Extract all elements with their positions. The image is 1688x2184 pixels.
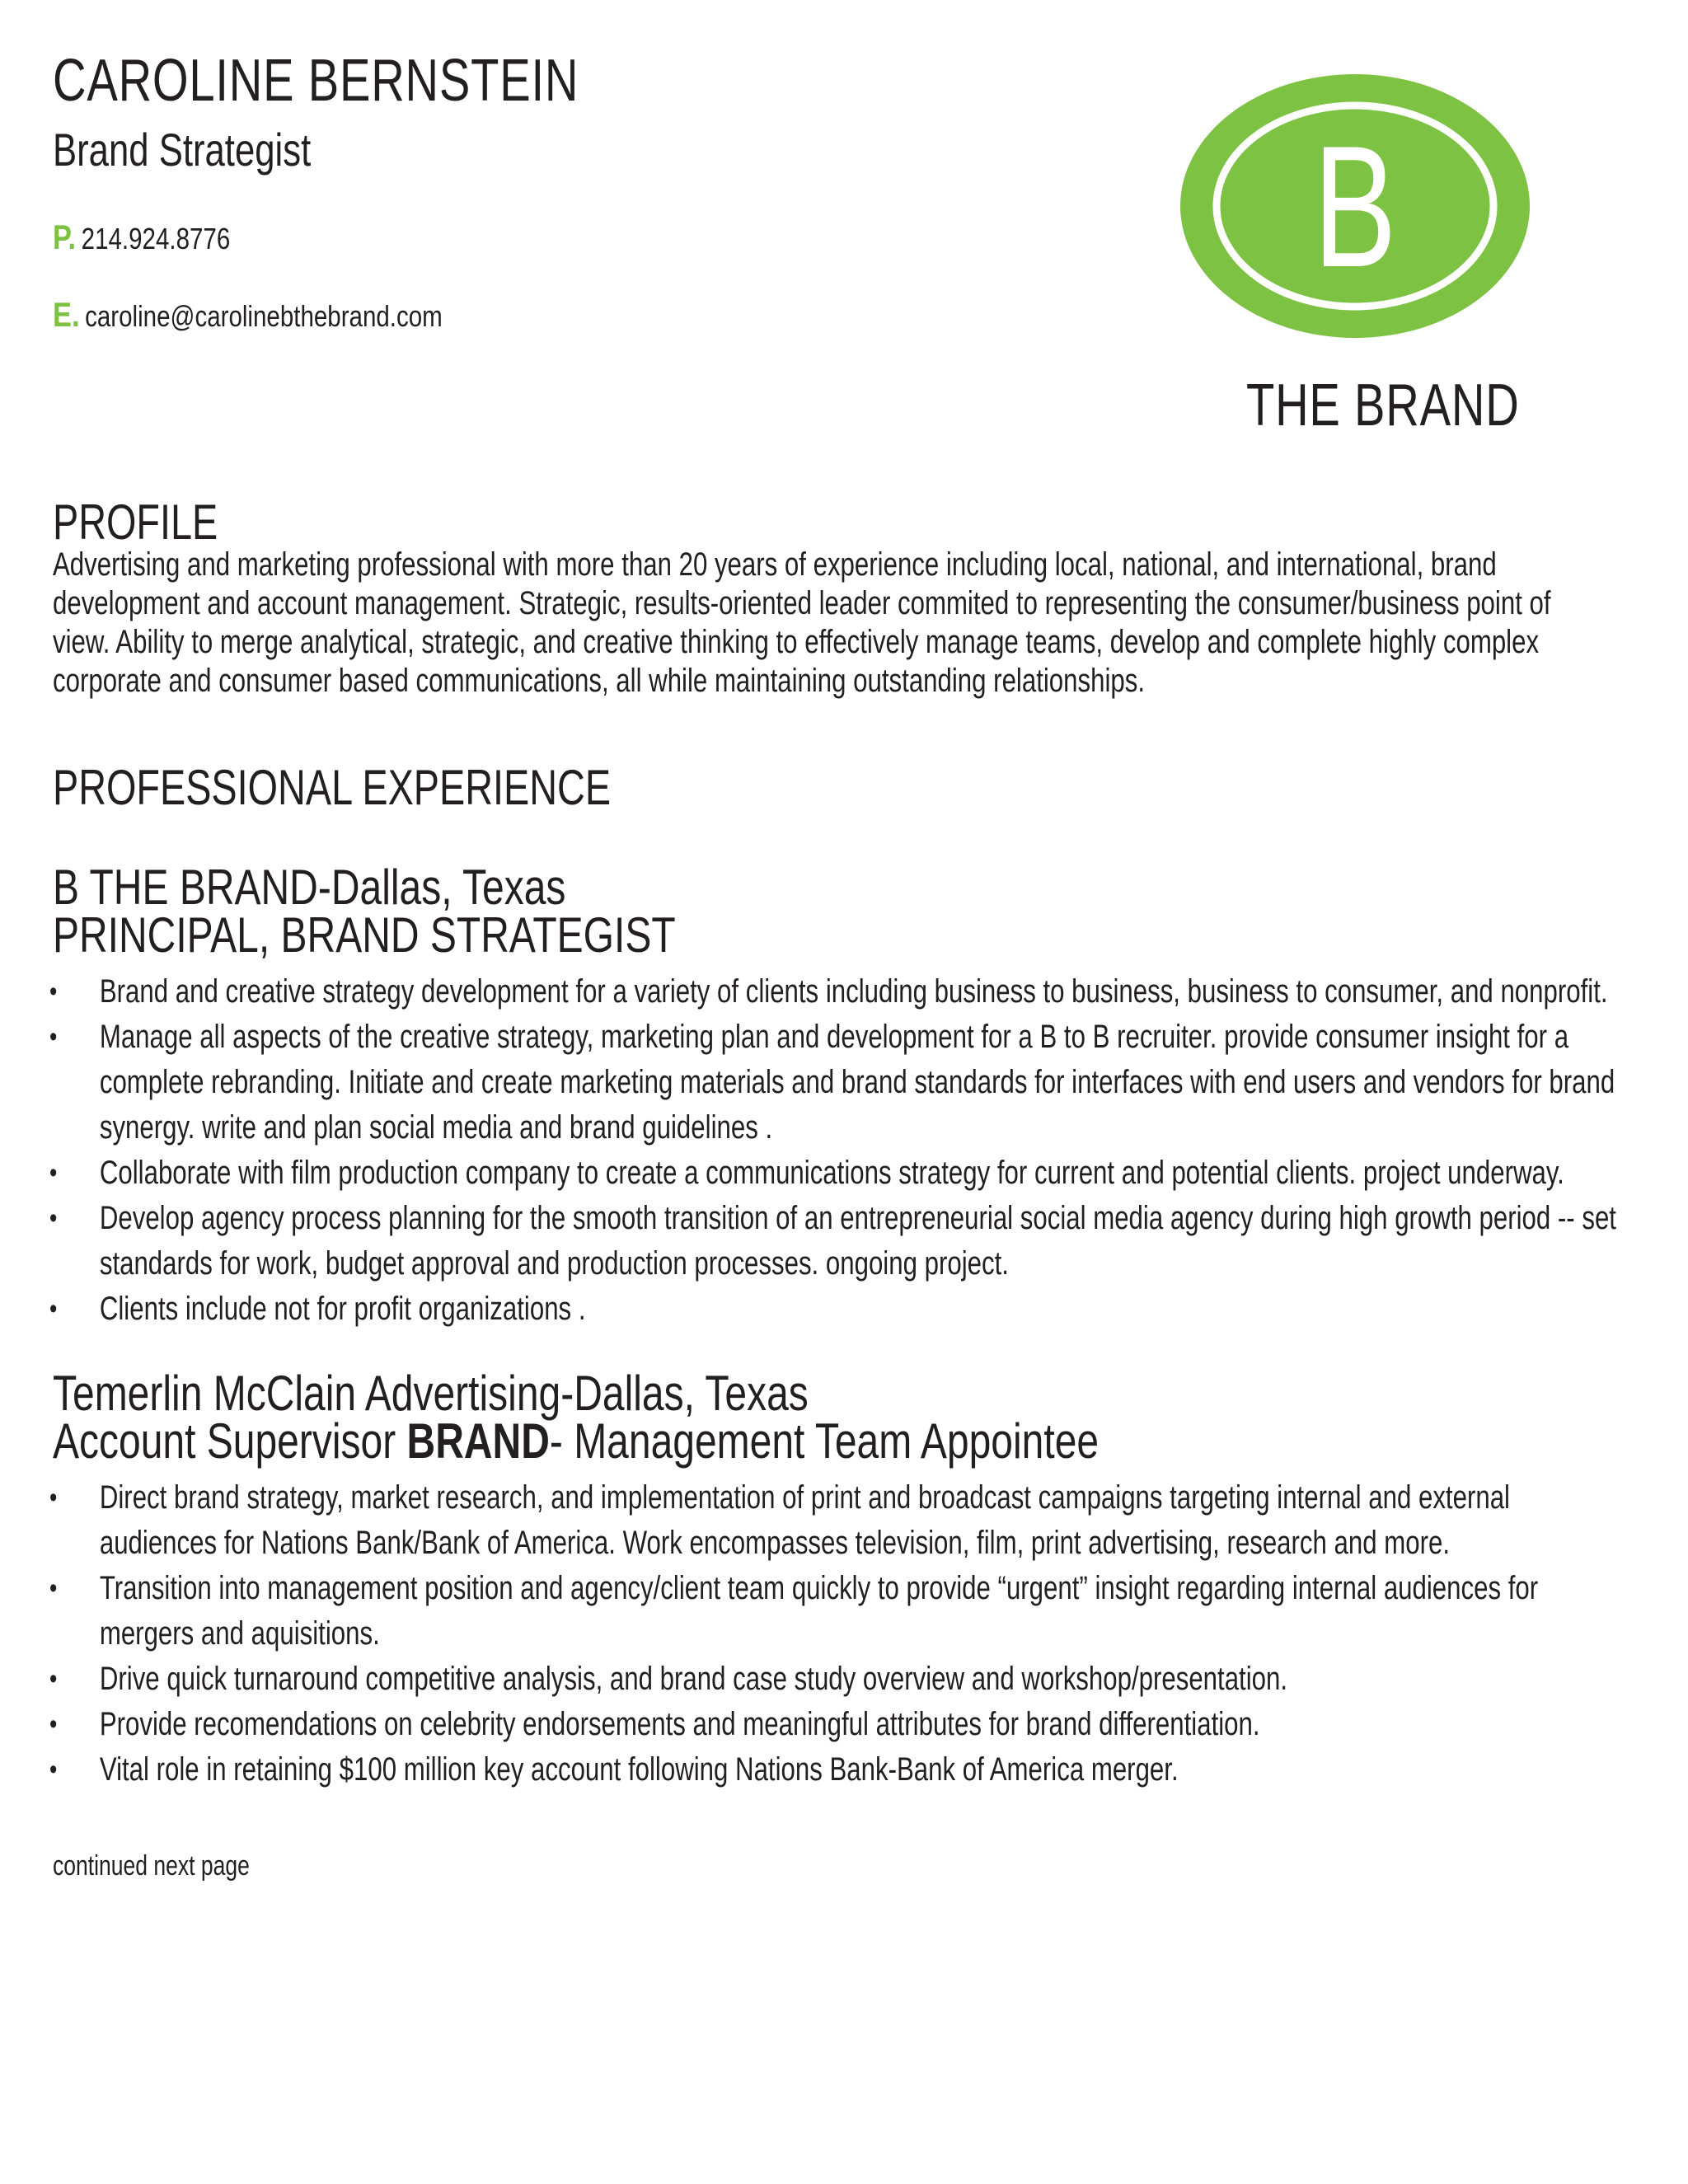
bullet-icon: • [49,1754,58,1785]
logo-caption: THE BRAND [1246,373,1520,438]
list-item [49,1151,1657,1196]
bullet-line: Collaborate with film production company to create a communications strategy for current and potential clients. project underway. [99,1155,1564,1191]
experience-heading: PROFESSIONAL EXPERIENCE [53,760,612,815]
bullet-icon: • [49,976,58,1007]
list-item [49,1196,1657,1286]
bullet-icon: • [49,1708,58,1740]
logo-letter: B [1313,109,1397,303]
job-company: Temerlin McClain Advertising-Dallas, Texas [53,1366,809,1421]
list-item [49,1015,1657,1151]
resume-title: Brand Strategist [53,124,312,176]
bullet-icon: • [49,1202,58,1234]
list-item [49,1566,1657,1657]
job-bullet-list [49,1475,1657,1793]
bullet-line: Direct brand strategy, market research, and implementation of print and broadcast campaigns targeting internal and external [99,1479,1510,1516]
list-item [49,1286,1657,1332]
job-company: B THE BRAND-Dallas, Texas [53,860,566,915]
list-item [49,969,1657,1015]
bullet-line: synergy. write and plan social media and brand guidelines . [99,1109,773,1146]
bullet-icon: • [49,1021,58,1052]
list-item [49,1657,1657,1702]
list-item [49,1747,1657,1793]
list-item [49,1702,1657,1747]
bullet-line: Brand and creative strategy development for a variety of clients including business to business, business to consumer, and nonprofit. [99,973,1608,1010]
list-item [49,1475,1657,1566]
bullet-line: Develop agency process planning for the smooth transition of an entrepreneurial social media agency during high growth period -- set [99,1200,1616,1236]
job-role-prefix: Account Supervisor [53,1413,407,1469]
profile-heading: PROFILE [53,494,218,550]
bullet-line: Manage all aspects of the creative strategy, marketing plan and development for a B to B recruiter. provide consumer insight for a [99,1019,1569,1055]
bullet-line: Transition into management position and agency/client team quickly to provide “urgent” insight regarding internal audiences for [99,1570,1539,1606]
bullet-line: Provide recomendations on celebrity endorsements and meaningful attributes for brand differentiation. [99,1706,1260,1742]
bullet-icon: • [49,1572,58,1604]
job-role-suffix: - Management Team Appointee [549,1413,1100,1469]
bullet-icon: • [49,1157,58,1188]
job-role: PRINCIPAL, BRAND STRATEGIST [53,907,676,963]
bullet-line: mergers and aquisitions. [99,1615,380,1652]
phone-line [53,219,230,257]
job-role-bold: BRAND [406,1413,550,1469]
bullet-line: complete rebranding. Initiate and create marketing materials and brand standards for interfaces with end users and vendors for brand [99,1064,1615,1100]
profile-line: corporate and consumer based communications, all while maintaining outstanding relationships. [53,663,1146,699]
profile-line: view. Ability to merge analytical, strategic, and creative thinking to effectively manage teams, develop and complete highly complex [53,624,1540,660]
email-address: caroline@carolinebthebrand.com [85,299,443,333]
phone-number: 214.924.8776 [81,222,231,255]
job-heading [53,1366,1100,1469]
email-line [53,297,443,335]
brand-logo [1179,73,1531,340]
bullet-icon: • [49,1293,58,1324]
bullet-line: Drive quick turnaround competitive analysis, and brand case study overview and workshop/presentation. [99,1661,1288,1697]
email-label: E. [53,295,80,334]
phone-label: P. [53,218,77,256]
job-bullet-list [49,969,1657,1332]
bullet-line: Clients include not for profit organizations . [99,1291,586,1327]
profile-line: Advertising and marketing professional with more than 20 years of experience including local, national, and international, brand [53,546,1497,583]
continued-note: continued next page [53,1850,250,1882]
resume-name: CAROLINE BERNSTEIN [53,48,579,114]
bullet-icon: • [49,1663,58,1694]
bullet-line: Vital role in retaining $100 million key account following Nations Bank-Bank of America merger. [99,1751,1179,1788]
bullet-icon: • [49,1482,58,1513]
profile-text [53,546,1609,701]
bullet-line: audiences for Nations Bank/Bank of America. Work encompasses television, film, print advertising, research and more. [99,1525,1451,1561]
job-role [53,1413,1100,1469]
job-heading [53,860,676,963]
profile-line: development and account management. Strategic, results-oriented leader commited to representing the consumer/business point of [53,585,1551,621]
bullet-line: standards for work, budget approval and production processes. ongoing project. [99,1245,1009,1282]
